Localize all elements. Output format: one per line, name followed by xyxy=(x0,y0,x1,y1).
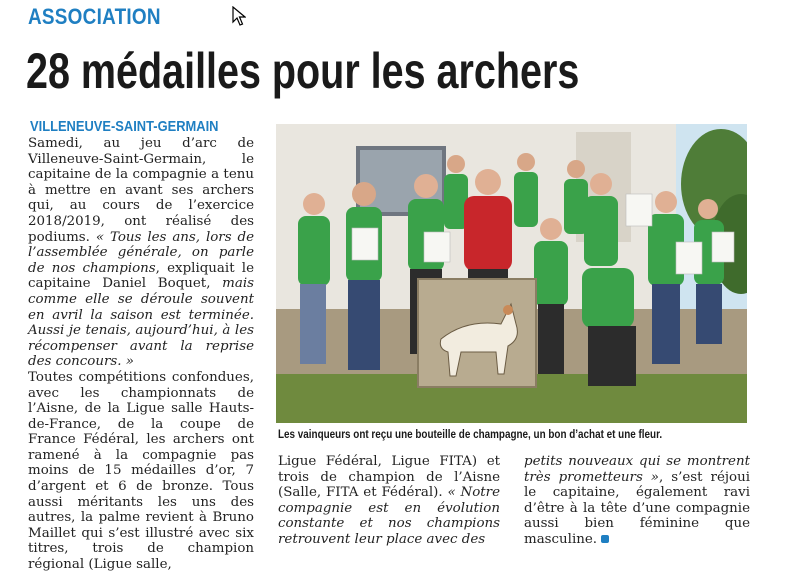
article-headline: 28 médailles pour les archers xyxy=(26,43,580,99)
photo-caption: Les vainqueurs ont reçu une bouteille de champagne, un bon d’achat et une fleur. xyxy=(278,429,663,441)
quote-run: petits nouveaux qui se montrent très prometteurs » xyxy=(524,454,750,485)
end-of-article-square-icon xyxy=(601,535,609,543)
article-column-2 xyxy=(278,454,500,548)
paragraph: Toutes compétitions confondues, avec les championnats de l’Aisne, de la Ligue salle Hauts-de-France, de la coupe de France Fédéral, les archers ont ramené à la compagnie pas moins de 15 médailles d’or, 7 d’argent et 6 de bronze. Tous aussi méritants les uns des autres, la palme revient à Bruno Maillet qui s’est illustré avec six titres, trois de champion régional (Ligue salle, xyxy=(28,369,254,573)
quote-run: « Tous les ans, lors de l’assemblée générale, on parle de nos champions xyxy=(28,229,254,276)
article-dateline: VILLENEUVE-SAINT-GERMAIN xyxy=(30,118,219,135)
text-run: , expliquait le capitaine Daniel Boquet, xyxy=(28,260,254,292)
text-run: Ligue Fédéral, Ligue FITA) et trois de champion de l’Aisne (Salle, FITA et Fédéral). xyxy=(278,454,500,501)
text-run: , s’est réjoui le capitaine, également ravi d’être à la tête d’une compagnie aussi bien féminine que masculine. xyxy=(524,469,750,547)
quote-run: mais comme elle se déroule souvent en avril la saison est terminée. Aussi je tenais, aujourd’hui, à les récompenser avant la reprise des concours. » xyxy=(28,276,254,370)
quote-run: « Notre compagnie est en évolution constante et nos champions retrouvent leur place avec des xyxy=(278,485,500,547)
mouse-pointer-icon xyxy=(232,6,246,26)
article-photo xyxy=(276,124,747,423)
text-run: Samedi, au jeu d’arc de Villeneuve-Saint-Germain, le capitaine de la compagnie a tenu à mettre en avant ses archers qui, au cours de l’exercice 2018/2019, ont réalisé des podiums. xyxy=(28,136,254,245)
article-column-1 xyxy=(28,136,254,573)
article-column-3 xyxy=(524,454,750,548)
archers-group-photo xyxy=(276,124,747,423)
section-rubric: ASSOCIATION xyxy=(28,4,161,29)
